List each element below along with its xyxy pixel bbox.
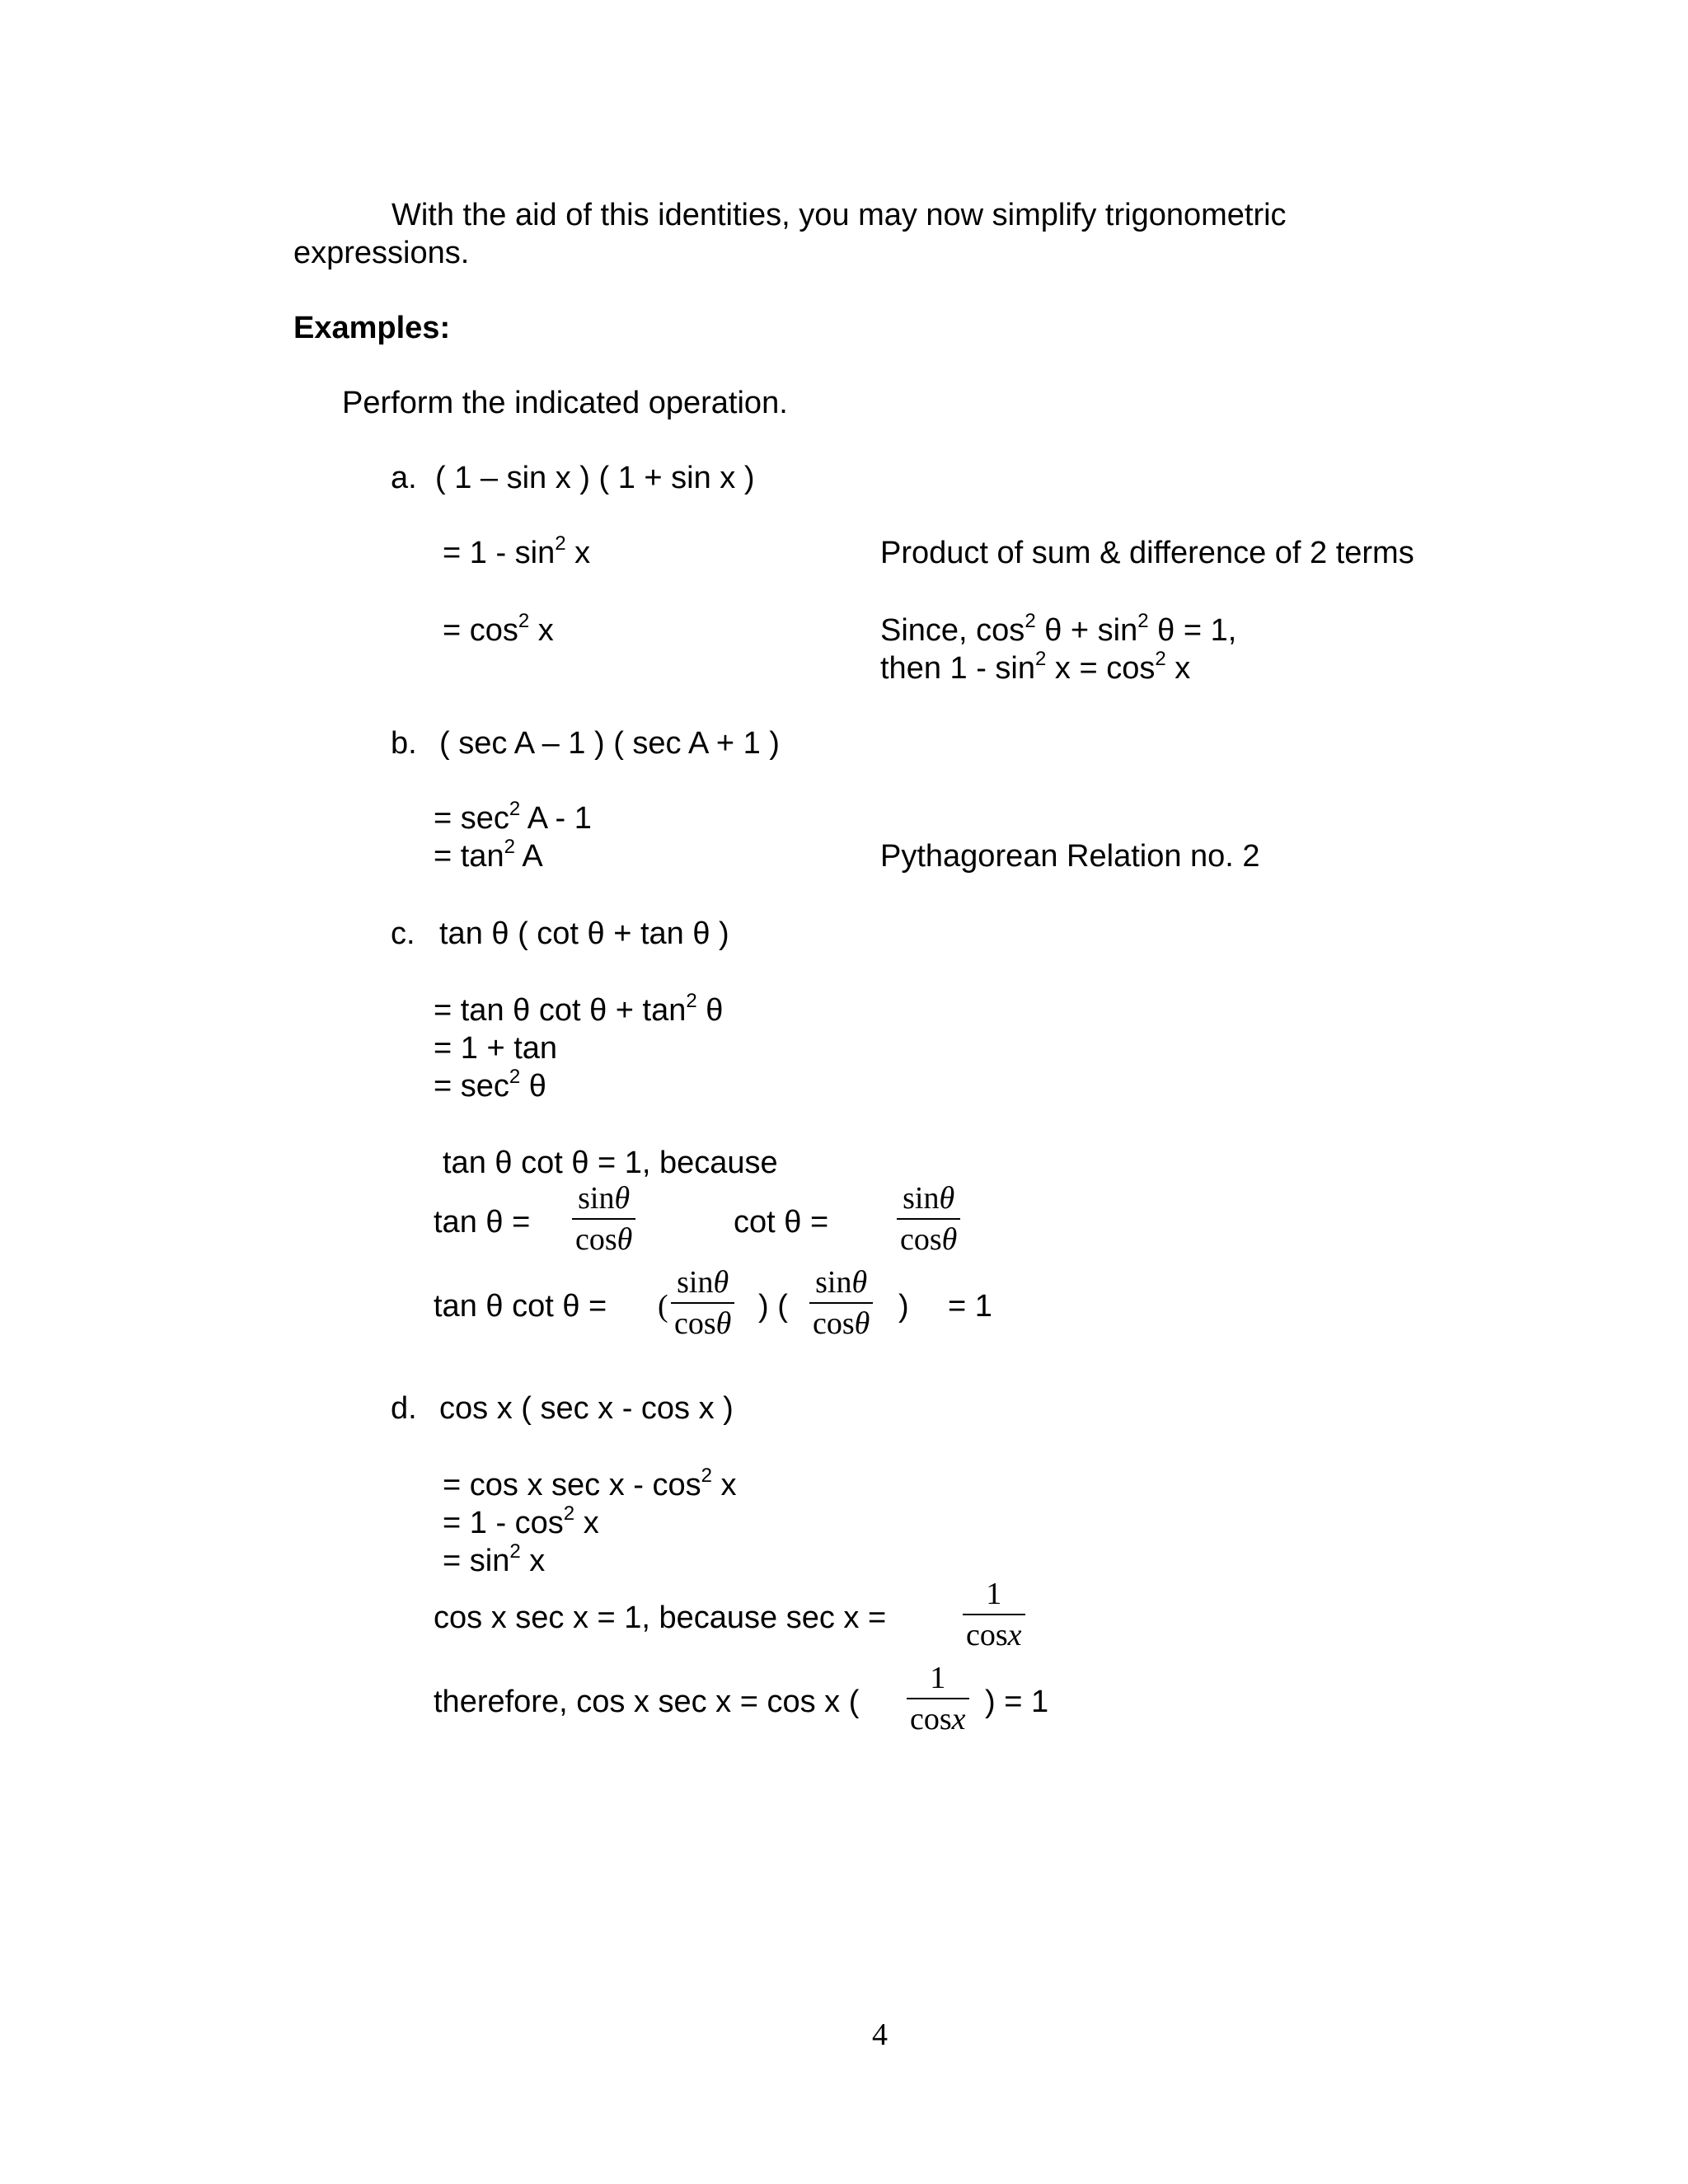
therefore-result: ) = 1	[985, 1685, 1049, 1719]
example-d-problem: cos x ( sec x - cos x )	[439, 1391, 734, 1426]
example-c-step-2: = 1 + tan	[434, 1031, 558, 1066]
example-c-problem: tan θ ( cot θ + tan θ )	[439, 916, 729, 951]
tan-fraction: sinθ cosθ	[572, 1181, 635, 1257]
example-d-step-1: = cos x sec x - $\cos^2 x$	[443, 1465, 737, 1502]
example-b-step-1: = $\sec^2 A - 1$	[434, 798, 592, 836]
product-fraction-1: sinθ cosθ	[671, 1265, 734, 1341]
cot-definition-label: cot θ =	[734, 1205, 829, 1240]
example-d-because: cos x sec x = 1, because sec x =	[434, 1601, 887, 1635]
example-a-step-1: = $1 - \sin^2 x$	[443, 532, 591, 570]
intro-line-2: expressions.	[293, 236, 470, 270]
example-c-because: tan θ cot θ = 1, because	[443, 1146, 778, 1180]
example-a-note-1: Product of sum & difference of 2 terms	[880, 536, 1414, 570]
intro-line-1: With the aid of this identities, you may now simplify trigonometric	[392, 198, 1287, 232]
example-b-step-2: = $\tan^2 A$	[434, 836, 543, 874]
instruction: Perform the indicated operation.	[342, 386, 788, 420]
product-result: = 1	[948, 1289, 992, 1324]
cot-fraction: sinθ cosθ	[897, 1181, 960, 1257]
example-b-note: Pythagorean Relation no. 2	[880, 839, 1260, 874]
product-lhs: tan θ cot θ =	[434, 1289, 607, 1324]
therefore-fraction: 1 cosx	[907, 1661, 969, 1736]
page-number: 4	[872, 2018, 888, 2052]
example-b-label: b.	[391, 726, 417, 761]
example-c-step-1: = tan θ $\cot \theta + \tan^2 \theta$	[434, 990, 724, 1028]
example-c-step-3: = $\sec^2 \theta$	[434, 1066, 546, 1104]
example-d-therefore: therefore, cos x sec x = cos x (	[434, 1685, 860, 1719]
paren-mid: ) (	[758, 1289, 788, 1324]
sec-fraction: 1 cosx	[963, 1577, 1025, 1652]
example-b-problem: ( sec A – 1 ) ( sec A + 1 )	[439, 726, 780, 761]
example-d-step-2: = $1 - \cos^2 x$	[443, 1502, 599, 1540]
paren-close: )	[898, 1289, 909, 1324]
example-a-note-3: then $1 - \sin^2 x = \cos^2 x$	[880, 648, 1191, 686]
example-d-step-3: = $\sin^2 x$	[443, 1540, 546, 1578]
paren-open: (	[658, 1289, 668, 1324]
example-a-label: a.	[391, 461, 417, 495]
example-d-label: d.	[391, 1391, 417, 1426]
example-a-problem: ( 1 – sin x ) ( 1 + sin x )	[435, 461, 755, 495]
examples-heading: Examples:	[293, 311, 451, 345]
tan-definition-label: tan θ =	[434, 1205, 531, 1240]
example-a-step-2: = $\cos^2 x$	[443, 610, 554, 648]
example-c-label: c.	[391, 916, 415, 951]
product-fraction-2: sinθ cosθ	[809, 1265, 873, 1341]
example-a-note-2: Since, $\cos^2 \theta + \sin^2 \theta = 1$,	[880, 610, 1237, 648]
